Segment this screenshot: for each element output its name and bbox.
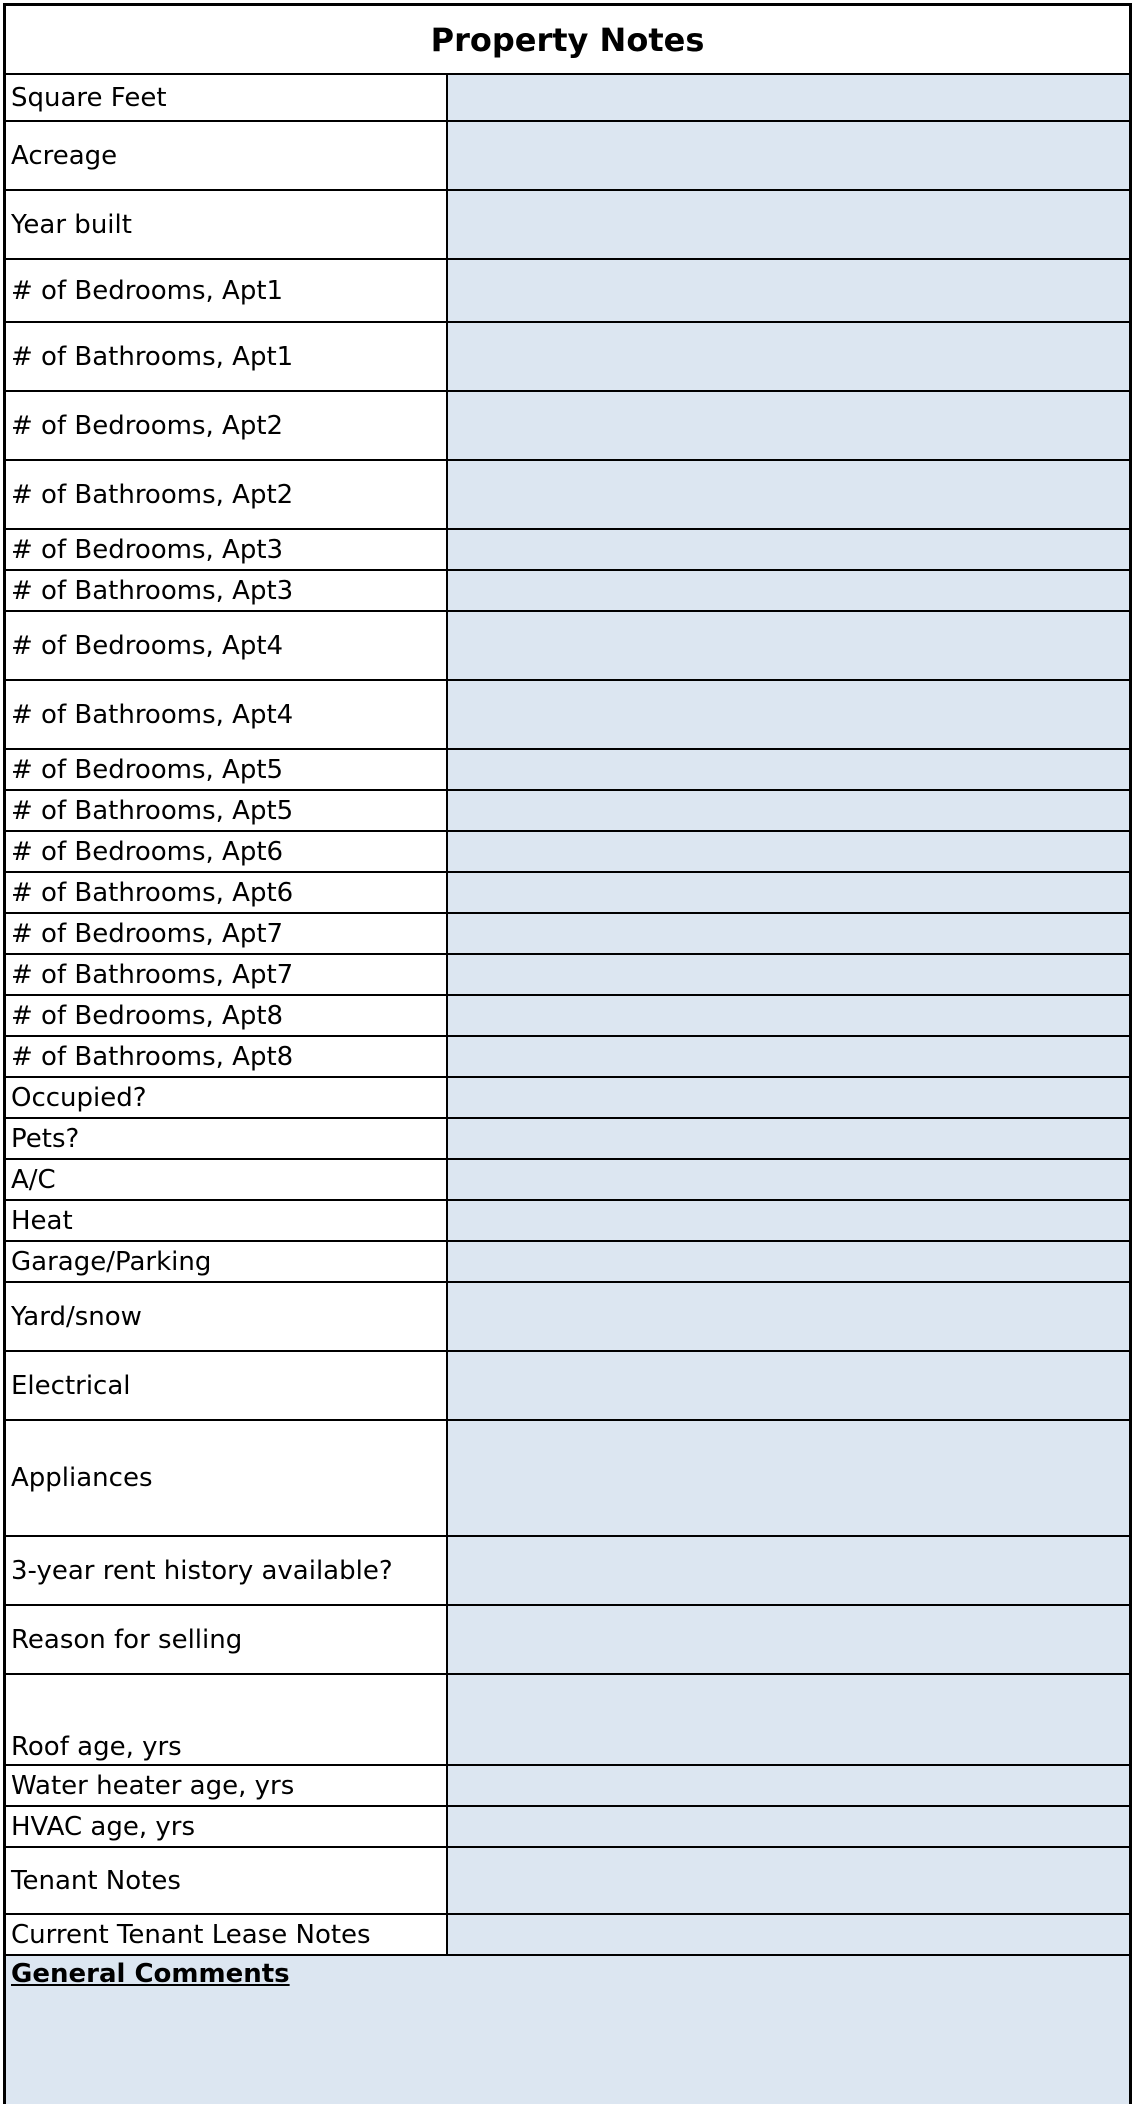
- table-row: [6, 1675, 1129, 1766]
- table-row: [6, 1915, 1129, 1956]
- row-label: Roof age, yrs: [6, 1675, 448, 1764]
- row-value-cell[interactable]: [448, 260, 1129, 321]
- table-row: [6, 1242, 1129, 1283]
- row-value-cell[interactable]: [448, 750, 1129, 789]
- table-row: [6, 1201, 1129, 1242]
- row-value-cell[interactable]: [448, 1119, 1129, 1158]
- row-value-cell[interactable]: [448, 530, 1129, 569]
- row-value-cell[interactable]: [448, 1766, 1129, 1805]
- table-row: [6, 1160, 1129, 1201]
- table-row: [6, 392, 1129, 461]
- table-row: [6, 612, 1129, 681]
- row-label: # of Bedrooms, Apt3: [6, 530, 448, 569]
- table-row: [6, 461, 1129, 530]
- row-value-cell[interactable]: [448, 191, 1129, 258]
- row-label: Occupied?: [6, 1078, 448, 1117]
- row-label: Garage/Parking: [6, 1242, 448, 1281]
- table-row: [6, 750, 1129, 791]
- row-value-cell[interactable]: [448, 1352, 1129, 1419]
- row-label: # of Bathrooms, Apt5: [6, 791, 448, 830]
- table-row: [6, 571, 1129, 612]
- general-comments-label: General Comments: [11, 1959, 290, 1989]
- row-label: # of Bedrooms, Apt5: [6, 750, 448, 789]
- table-row: [6, 1606, 1129, 1675]
- row-label: HVAC age, yrs: [6, 1807, 448, 1846]
- row-value-cell[interactable]: [448, 1201, 1129, 1240]
- table-row: [6, 1848, 1129, 1915]
- row-value-cell[interactable]: [448, 1537, 1129, 1604]
- row-label: Year built: [6, 191, 448, 258]
- row-value-cell[interactable]: [448, 873, 1129, 912]
- table-row: [6, 1766, 1129, 1807]
- table-row: [6, 996, 1129, 1037]
- table-row: [6, 1037, 1129, 1078]
- table-row: [6, 1421, 1129, 1537]
- row-label: A/C: [6, 1160, 448, 1199]
- row-label: Pets?: [6, 1119, 448, 1158]
- row-label: 3-year rent history available?: [6, 1537, 448, 1604]
- table-row: [6, 873, 1129, 914]
- row-label: Heat: [6, 1201, 448, 1240]
- row-value-cell[interactable]: [448, 996, 1129, 1035]
- row-label: # of Bedrooms, Apt4: [6, 612, 448, 679]
- row-label: # of Bathrooms, Apt6: [6, 873, 448, 912]
- row-label: # of Bathrooms, Apt3: [6, 571, 448, 610]
- row-value-cell[interactable]: [448, 1421, 1129, 1535]
- table-row: [6, 791, 1129, 832]
- sheet-title: Property Notes: [6, 6, 1129, 75]
- row-label: # of Bedrooms, Apt8: [6, 996, 448, 1035]
- row-value-cell[interactable]: [448, 914, 1129, 953]
- row-value-cell[interactable]: [448, 1675, 1129, 1764]
- row-label: # of Bedrooms, Apt7: [6, 914, 448, 953]
- row-label: # of Bathrooms, Apt7: [6, 955, 448, 994]
- row-value-cell[interactable]: [448, 1078, 1129, 1117]
- row-label: Reason for selling: [6, 1606, 448, 1673]
- table-row: [6, 1283, 1129, 1352]
- row-label: Water heater age, yrs: [6, 1766, 448, 1805]
- table-row: [6, 832, 1129, 873]
- table-row: [6, 955, 1129, 996]
- table-row: [6, 1352, 1129, 1421]
- row-value-cell[interactable]: [448, 461, 1129, 528]
- row-label: Yard/snow: [6, 1283, 448, 1350]
- row-label: Acreage: [6, 122, 448, 189]
- row-label: # of Bathrooms, Apt4: [6, 681, 448, 748]
- row-label: Tenant Notes: [6, 1848, 448, 1913]
- row-label: Electrical: [6, 1352, 448, 1419]
- table-row: [6, 530, 1129, 571]
- row-value-cell[interactable]: [448, 791, 1129, 830]
- row-value-cell[interactable]: [448, 1283, 1129, 1350]
- row-value-cell[interactable]: [448, 571, 1129, 610]
- row-value-cell[interactable]: [448, 1160, 1129, 1199]
- table-row: [6, 1537, 1129, 1606]
- row-value-cell[interactable]: [448, 1606, 1129, 1673]
- row-label: # of Bathrooms, Apt8: [6, 1037, 448, 1076]
- property-notes-sheet: [3, 3, 1132, 2104]
- row-value-cell[interactable]: [448, 1848, 1129, 1913]
- row-value-cell[interactable]: [448, 1915, 1129, 1954]
- row-label: # of Bedrooms, Apt1: [6, 260, 448, 321]
- table-row: [6, 914, 1129, 955]
- row-label: # of Bedrooms, Apt2: [6, 392, 448, 459]
- row-value-cell[interactable]: [448, 1242, 1129, 1281]
- row-value-cell[interactable]: [448, 1807, 1129, 1846]
- table-row: [6, 122, 1129, 191]
- table-row: [6, 323, 1129, 392]
- row-value-cell[interactable]: [448, 323, 1129, 390]
- row-value-cell[interactable]: [448, 392, 1129, 459]
- table-row: [6, 1078, 1129, 1119]
- row-label: # of Bathrooms, Apt2: [6, 461, 448, 528]
- notes-table: [6, 75, 1129, 1956]
- row-label: # of Bathrooms, Apt1: [6, 323, 448, 390]
- row-value-cell[interactable]: [448, 75, 1129, 120]
- row-value-cell[interactable]: [448, 122, 1129, 189]
- table-row: [6, 1119, 1129, 1160]
- general-comments-cell[interactable]: [6, 1956, 1129, 2104]
- row-value-cell[interactable]: [448, 955, 1129, 994]
- table-row: [6, 191, 1129, 260]
- table-row: [6, 681, 1129, 750]
- row-value-cell[interactable]: [448, 1037, 1129, 1076]
- row-label: Current Tenant Lease Notes: [6, 1915, 448, 1954]
- row-label: Appliances: [6, 1421, 448, 1535]
- row-value-cell[interactable]: [448, 612, 1129, 679]
- table-row: [6, 260, 1129, 323]
- table-row: [6, 1807, 1129, 1848]
- row-label: Square Feet: [6, 75, 448, 120]
- row-value-cell[interactable]: [448, 832, 1129, 871]
- table-row: [6, 75, 1129, 122]
- row-value-cell[interactable]: [448, 681, 1129, 748]
- row-label: # of Bedrooms, Apt6: [6, 832, 448, 871]
